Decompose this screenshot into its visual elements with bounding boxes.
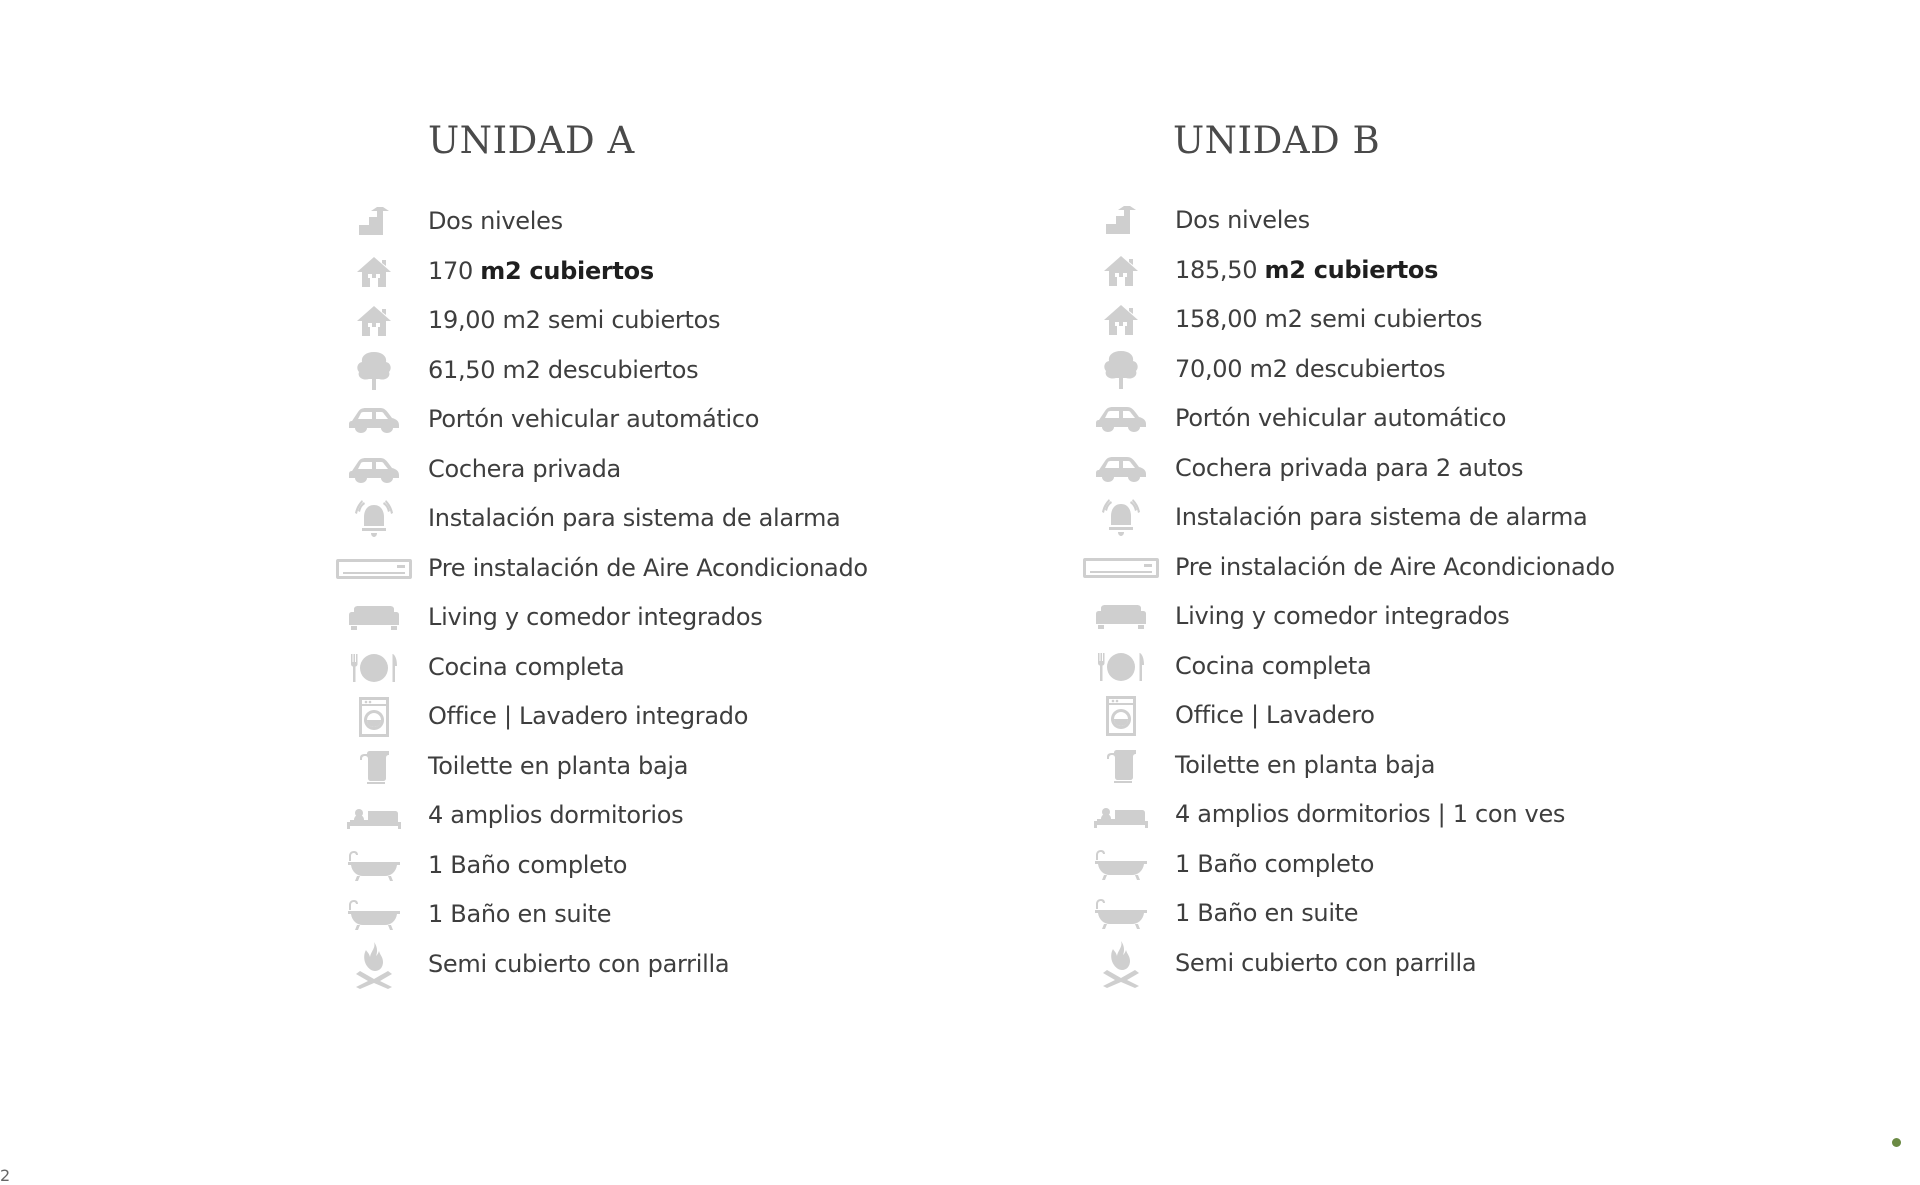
feature-label: Semi cubierto con parrilla: [1175, 948, 1477, 977]
stairs-up-icon: [1077, 201, 1165, 241]
feature-label: Living y comedor integrados: [428, 603, 763, 631]
bed-icon: [330, 796, 418, 836]
feature-label: [1175, 256, 1438, 284]
area-unit: m2 cubiertos: [1264, 255, 1439, 284]
bathtub-icon: [1077, 845, 1165, 885]
car-icon: [330, 450, 418, 490]
sofa-icon: [330, 598, 418, 638]
washing-machine-icon: [330, 697, 418, 737]
feature-label: Cochera privada para 2 autos: [1175, 453, 1524, 482]
air-conditioner-icon: [330, 549, 418, 589]
house-icon: [330, 301, 418, 341]
feature-label: Dos niveles: [1175, 206, 1310, 234]
unit-b-title: UNIDAD B: [1173, 119, 1381, 162]
area-value: 170: [428, 256, 473, 285]
car-icon: [1077, 399, 1165, 439]
feature-label: Semi cubierto con parrilla: [428, 949, 730, 978]
tree-icon: [330, 351, 418, 391]
feature-label: 1 Baño completo: [1175, 849, 1375, 878]
decorative-dot: [1892, 1138, 1901, 1147]
unit-a-title: UNIDAD A: [428, 119, 635, 162]
feature-label: Instalación para sistema de alarma: [1175, 503, 1588, 531]
feature-label: Dos niveles: [428, 207, 563, 235]
feature-label: 4 amplios dormitorios: [428, 801, 684, 829]
plate-cutlery-icon: [1077, 647, 1165, 687]
feature-label: Office | Lavadero: [1175, 701, 1375, 729]
area-value: 185,50: [1175, 255, 1258, 284]
feature-label: Pre instalación de Aire Acondicionado: [1175, 552, 1615, 581]
feature-label: 1 Baño completo: [428, 850, 628, 879]
feature-label: [428, 257, 654, 285]
feature-label: 19,00 m2 semi cubiertos: [428, 306, 721, 334]
bathtub-icon: [330, 846, 418, 886]
toilet-icon: [1077, 746, 1165, 786]
house-icon: [1077, 300, 1165, 340]
feature-label: 70,00 m2 descubiertos: [1175, 354, 1446, 383]
feature-label: Living y comedor integrados: [1175, 602, 1510, 630]
feature-label: Cocina completa: [1175, 651, 1372, 680]
fire-icon: [1077, 944, 1165, 984]
feature-label: Toilette en planta baja: [428, 751, 689, 780]
washing-machine-icon: [1077, 696, 1165, 736]
feature-label: Pre instalación de Aire Acondicionado: [428, 553, 868, 582]
feature-label: 4 amplios dormitorios | 1 con ves: [1175, 800, 1566, 828]
feature-label: Instalación para sistema de alarma: [428, 504, 841, 532]
feature-label: Cocina completa: [428, 652, 625, 681]
alarm-icon: [330, 499, 418, 539]
tree-icon: [1077, 350, 1165, 390]
alarm-icon: [1077, 498, 1165, 538]
fire-icon: [330, 945, 418, 985]
bathtub-icon: [330, 895, 418, 935]
house-icon: [330, 252, 418, 292]
feature-label: 61,50 m2 descubiertos: [428, 355, 699, 384]
car-icon: [330, 400, 418, 440]
stairs-up-icon: [330, 202, 418, 242]
house-icon: [1077, 251, 1165, 291]
air-conditioner-icon: [1077, 548, 1165, 588]
feature-label: 1 Baño en suite: [428, 900, 612, 928]
feature-label: Portón vehicular automático: [428, 405, 760, 433]
toilet-icon: [330, 747, 418, 787]
car-icon: [1077, 449, 1165, 489]
feature-label: Portón vehicular automático: [1175, 404, 1507, 432]
feature-label: Office | Lavadero integrado: [428, 702, 749, 730]
bathtub-icon: [1077, 894, 1165, 934]
sofa-icon: [1077, 597, 1165, 637]
page-number: 2: [0, 1166, 11, 1185]
plate-cutlery-icon: [330, 648, 418, 688]
feature-label: Toilette en planta baja: [1175, 750, 1436, 779]
feature-label: 158,00 m2 semi cubiertos: [1175, 305, 1483, 333]
area-unit: m2 cubiertos: [480, 256, 654, 285]
bed-icon: [1077, 795, 1165, 835]
feature-label: 1 Baño en suite: [1175, 899, 1359, 927]
feature-label: Cochera privada: [428, 454, 621, 483]
